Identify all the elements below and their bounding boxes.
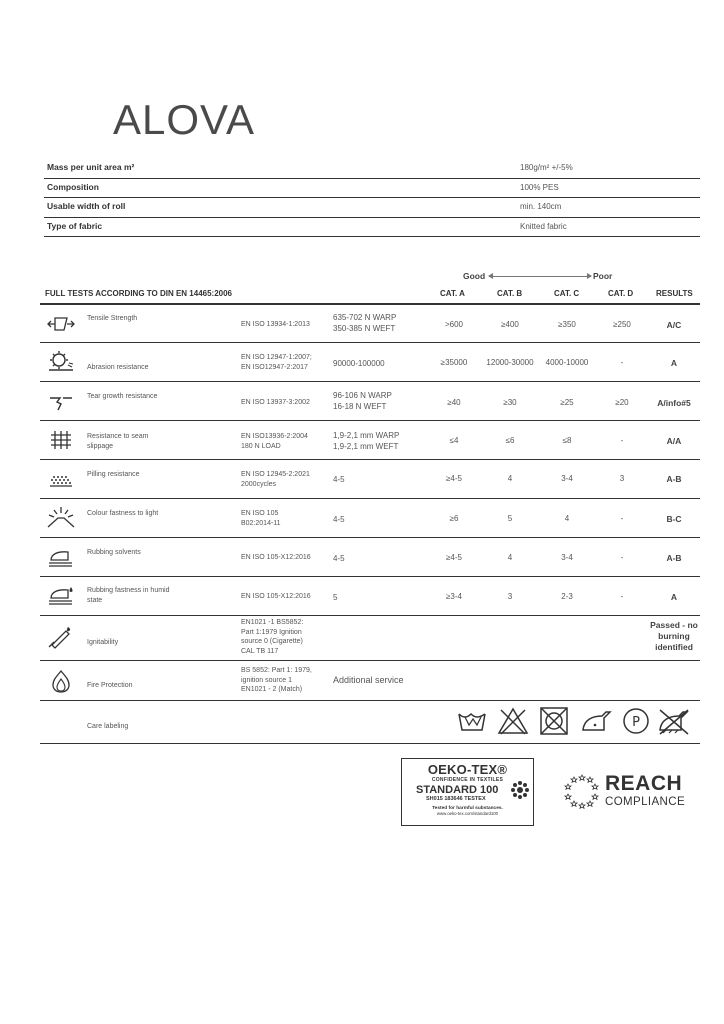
test-standard: EN ISO 12947-1:2007; EN ISO12947-2:2017 bbox=[241, 354, 312, 371]
reach-title: REACH bbox=[605, 772, 683, 795]
cat-b-value: 3 bbox=[507, 592, 513, 601]
test-result: A-B bbox=[666, 553, 682, 563]
svg-text:P: P bbox=[632, 715, 640, 730]
test-row bbox=[40, 460, 700, 499]
ignitability-icon bbox=[46, 625, 76, 649]
test-name: Fire Protection bbox=[87, 682, 133, 689]
tests-header: FULL TESTS ACCORDING TO DIN EN 14465:2006 bbox=[45, 289, 233, 298]
test-result: A bbox=[670, 592, 678, 602]
spec-label: Mass per unit area m² bbox=[47, 162, 135, 172]
no-steam-icon bbox=[657, 706, 691, 736]
test-row bbox=[40, 616, 700, 661]
cat-a-header: CAT. A bbox=[440, 289, 465, 298]
test-result: A-B bbox=[666, 474, 682, 484]
pilling-icon bbox=[46, 468, 76, 492]
test-result: A/info#5 bbox=[657, 398, 691, 408]
cat-a-value: ≥4-5 bbox=[446, 553, 462, 562]
cat-c-header: CAT. C bbox=[554, 289, 580, 298]
test-name: Ignitability bbox=[87, 639, 119, 646]
cat-d-value: ≥20 bbox=[615, 398, 629, 407]
spec-value: 180g/m² +/-5% bbox=[520, 163, 573, 172]
test-result: A bbox=[670, 358, 678, 368]
cat-b-header: CAT. B bbox=[497, 289, 523, 298]
test-name: Colour fastness to light bbox=[87, 510, 159, 517]
cat-c-value: 4 bbox=[564, 514, 570, 523]
cat-c-value: 4000-10000 bbox=[545, 358, 589, 367]
oeko-tex-logo bbox=[401, 758, 534, 826]
spec-row bbox=[44, 159, 700, 179]
reach-logo bbox=[563, 772, 693, 812]
test-result: B-C bbox=[666, 514, 682, 524]
results-header: RESULTS bbox=[656, 289, 693, 298]
cat-c-value: ≤8 bbox=[562, 436, 572, 445]
test-row bbox=[40, 661, 700, 701]
poor-label: Poor bbox=[593, 271, 613, 281]
spec-row bbox=[44, 198, 700, 218]
good-label: Good bbox=[463, 271, 486, 281]
test-name: Tear growth resistance bbox=[87, 393, 158, 400]
no-tumble-dry-icon bbox=[539, 706, 569, 736]
oeko-flower-icon bbox=[510, 780, 530, 800]
test-value: 635-702 N WARP 350-385 N WEFT bbox=[333, 313, 397, 333]
care-icons bbox=[457, 706, 692, 738]
cat-d-value: - bbox=[620, 514, 624, 523]
test-result: A/A bbox=[666, 436, 682, 446]
cat-a-value: ≥4-5 bbox=[446, 474, 462, 483]
test-row bbox=[40, 382, 700, 421]
no-bleach-icon bbox=[497, 706, 529, 736]
cat-b-value: 12000-30000 bbox=[486, 358, 534, 367]
test-standard: EN ISO 105-X12:2016 bbox=[241, 593, 311, 600]
care-label: Care labeling bbox=[87, 723, 129, 730]
rubbing-solvents-icon bbox=[46, 546, 76, 570]
test-name: Abrasion resistance bbox=[87, 364, 149, 371]
cat-b-value: ≤6 bbox=[505, 436, 515, 445]
scale-arrow bbox=[489, 276, 591, 277]
test-name: Tensile Strength bbox=[87, 315, 138, 322]
test-row bbox=[40, 577, 700, 616]
spec-label: Usable width of roll bbox=[47, 201, 126, 211]
cat-a-value: ≥35000 bbox=[440, 358, 468, 367]
test-standard: BS 5852: Part 1: 1979, ignition source 1 EN1021 - 2 (Match) bbox=[241, 667, 312, 693]
abrasion-icon bbox=[46, 349, 76, 373]
test-name: Resistance to seam slippage bbox=[87, 433, 149, 450]
test-standard: EN ISO 105 B02:2014-11 bbox=[241, 510, 281, 527]
test-value: 4-5 bbox=[333, 515, 345, 524]
test-standard: EN ISO 12945-2:2021 2000cycles bbox=[241, 471, 310, 488]
page-title: ALOVA bbox=[113, 96, 255, 143]
test-standard: EN ISO13936-2:2004 180 N LOAD bbox=[241, 433, 308, 450]
test-standard: EN ISO 13937-3:2002 bbox=[241, 399, 310, 406]
test-standard: EN ISO 105-X12:2016 bbox=[241, 554, 311, 561]
oeko-url: www.oeko-tex.com/standard100 bbox=[436, 811, 499, 816]
cat-b-value: 4 bbox=[507, 553, 513, 562]
cat-b-value: 5 bbox=[507, 514, 513, 523]
spec-row bbox=[44, 218, 700, 238]
iron-low-icon bbox=[580, 706, 612, 736]
spec-value: min. 140cm bbox=[520, 202, 562, 211]
cat-d-header: CAT. D bbox=[608, 289, 634, 298]
cat-d-value: - bbox=[620, 592, 624, 601]
cat-a-value: ≥3-4 bbox=[446, 592, 462, 601]
test-row bbox=[40, 304, 700, 343]
cat-d-value: ≥250 bbox=[613, 320, 631, 329]
fire-icon bbox=[46, 669, 76, 693]
tear-growth-icon bbox=[46, 390, 76, 414]
cat-c-value: ≥25 bbox=[560, 398, 574, 407]
cat-d-value: 3 bbox=[619, 474, 625, 483]
cat-d-value: - bbox=[620, 436, 624, 445]
cat-a-value: ≥6 bbox=[449, 514, 459, 523]
spec-value: Knitted fabric bbox=[520, 221, 567, 231]
test-value: 96-106 N WARP 16-18 N WEFT bbox=[333, 391, 392, 411]
test-name: Rubbing fastness in humid state bbox=[87, 587, 170, 604]
eu-stars-icon bbox=[563, 772, 601, 810]
spec-value: 100% PES bbox=[520, 182, 559, 192]
cat-d-value: - bbox=[620, 553, 624, 562]
test-result: Passed - no burning identified bbox=[650, 620, 698, 652]
oeko-standard: STANDARD 100 bbox=[416, 784, 499, 796]
test-value: 4-5 bbox=[333, 475, 345, 484]
cat-c-value: 3-4 bbox=[561, 474, 573, 483]
rubbing-humid-icon bbox=[46, 584, 76, 608]
test-row bbox=[40, 499, 700, 538]
oeko-brand: OEKO-TEX® bbox=[427, 762, 508, 777]
test-row bbox=[40, 343, 700, 382]
test-standard: EN1021 -1 BS5852: Part 1:1979 Ignition source 0 (Cigarette) CAL TB 117 bbox=[241, 619, 304, 655]
spec-label: Type of fabric bbox=[47, 220, 103, 231]
cat-a-value: >600 bbox=[444, 320, 464, 329]
test-name: Rubbing solvents bbox=[87, 549, 141, 556]
cat-c-value: 3-4 bbox=[561, 553, 573, 562]
cat-a-value: ≤4 bbox=[449, 436, 459, 445]
test-value: 4-5 bbox=[333, 554, 345, 563]
tensile-strength-icon bbox=[46, 312, 76, 336]
wash-30-icon bbox=[457, 706, 487, 736]
dry-clean-p-icon bbox=[622, 706, 650, 736]
cat-c-value: ≥350 bbox=[558, 320, 576, 329]
test-value: 5 bbox=[333, 593, 338, 602]
oeko-tagline: CONFIDENCE IN TEXTILES bbox=[431, 777, 504, 783]
cat-c-value: 2-3 bbox=[561, 592, 573, 601]
spec-row bbox=[44, 179, 700, 199]
oeko-certificate: SH015 183646 TESTEX bbox=[426, 796, 486, 802]
cat-b-value: ≥30 bbox=[503, 398, 517, 407]
cat-b-value: ≥400 bbox=[501, 320, 519, 329]
light-fastness-icon bbox=[46, 505, 76, 529]
oeko-tested: Tested for harmful substances. bbox=[432, 806, 503, 811]
test-result: A/C bbox=[666, 320, 682, 330]
test-row bbox=[40, 538, 700, 577]
test-standard: EN ISO 13934-1:2013 bbox=[241, 321, 310, 328]
test-value: Additional service bbox=[333, 675, 404, 685]
seam-slippage-icon bbox=[46, 428, 76, 452]
cat-d-value: - bbox=[620, 358, 624, 367]
reach-subtitle: COMPLIANCE bbox=[605, 796, 686, 808]
test-value: 1,9-2,1 mm WARP 1,9-2,1 mm WEFT bbox=[333, 431, 400, 451]
test-value: 90000-100000 bbox=[333, 359, 385, 368]
test-row bbox=[40, 421, 700, 460]
cat-a-value: ≥40 bbox=[447, 398, 461, 407]
spec-label: Composition bbox=[47, 181, 99, 192]
spec-table bbox=[44, 159, 700, 237]
cat-b-value: 4 bbox=[507, 474, 513, 483]
test-name: Pilling resistance bbox=[87, 471, 140, 478]
